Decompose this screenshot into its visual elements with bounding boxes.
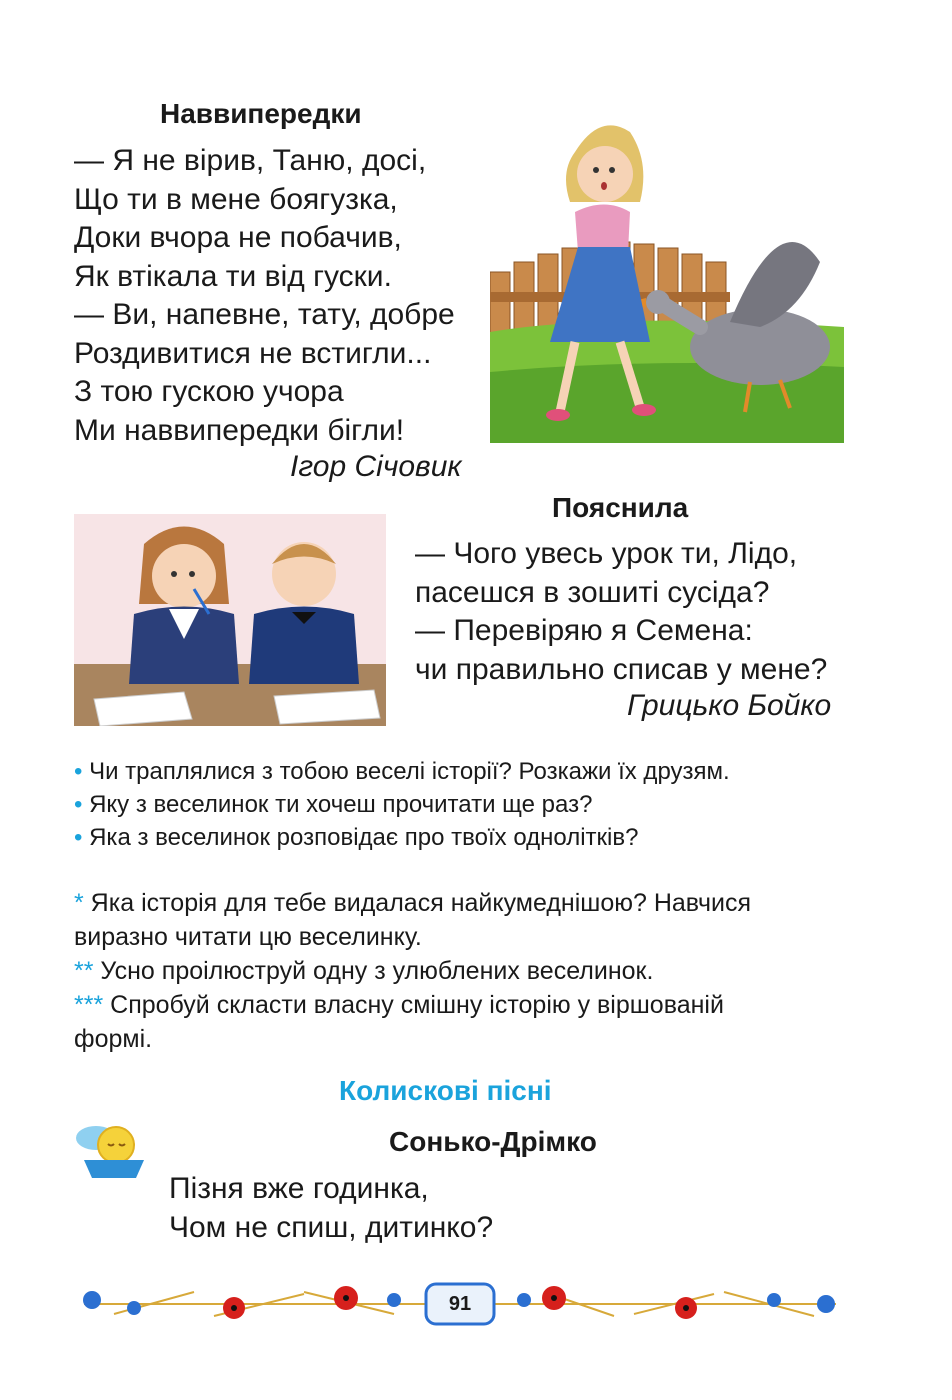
difficulty-mark: *	[74, 889, 84, 917]
poem3-body	[169, 1170, 493, 1247]
list-item	[74, 755, 730, 788]
task-2	[74, 954, 751, 988]
poem2-body	[415, 535, 827, 689]
poem2-line: пасешся в зошиті сусіда?	[415, 575, 770, 609]
task-text: Яка історія для тебе видалася найкумеднішою? Навчися	[83, 889, 751, 917]
poem1-body	[74, 142, 455, 450]
task-text: Усно проілюструй одну з улюблених веселинок.	[93, 957, 654, 985]
poem1-line: — Ви, напевне, тату, добре	[74, 298, 455, 331]
question-text: Чи траплялися з тобою веселі історії? Розкажи їх друзям.	[89, 758, 730, 785]
poem2-line: — Перевіряю я Семена:	[415, 614, 753, 647]
poem2-title: Пояснила	[552, 492, 689, 523]
list-item	[74, 788, 730, 821]
task-3	[74, 988, 751, 1022]
poem2-line: — Чого увесь урок ти, Лідо,	[415, 537, 798, 570]
section-heading: Колискові пісні	[339, 1075, 552, 1106]
task-text: Спробуй скласти власну смішну історію у віршованій	[103, 991, 724, 1019]
poem3-line: Чом не спиш, дитинко?	[169, 1210, 494, 1244]
difficulty-mark: **	[74, 957, 94, 985]
poem1-line: Доки вчора не побачив,	[74, 221, 402, 254]
kids-at-desk-illustration	[74, 514, 386, 726]
difficulty-mark: ***	[74, 991, 104, 1019]
task-1-cont: виразно читати цю веселинку.	[74, 923, 422, 951]
poem1-line: З тою гускою учора	[74, 375, 344, 408]
task-3-cont: формі.	[74, 1025, 153, 1053]
poem1-title: Наввипередки	[160, 98, 362, 129]
poem2-author: Грицько Бойко	[627, 689, 832, 722]
page-number: 91	[448, 1293, 472, 1315]
bullet-icon: •	[74, 824, 83, 851]
poem3-line: Пізня вже годинка,	[169, 1172, 429, 1205]
poem1-line: Що ти в мене боягузка,	[74, 182, 398, 216]
poem1-author: Ігор Січовик	[290, 450, 462, 483]
question-text: Яку з веселинок ти хочеш прочитати ще раз?	[89, 791, 593, 818]
question-text: Яка з веселинок розповідає про твоїх однолітків?	[89, 824, 639, 851]
poem1-line: Роздивитися не встигли...	[74, 336, 432, 370]
girl-and-goose-illustration	[490, 112, 844, 443]
floral-footer-ornament	[74, 1278, 846, 1330]
task-1	[74, 886, 751, 920]
questions-list	[74, 755, 730, 854]
poem1-line: Ми наввипередки бігли!	[74, 413, 405, 447]
poem1-line: — Я не вірив, Таню, досі,	[74, 144, 427, 177]
bullet-icon: •	[74, 791, 83, 818]
poem2-line: чи правильно списав у мене?	[415, 652, 828, 686]
bullet-icon: •	[74, 758, 83, 785]
sleeping-sun-icon	[74, 1120, 148, 1180]
poem3-title: Сонько-Дрімко	[389, 1126, 597, 1157]
list-item	[74, 821, 730, 854]
poem1-line: Як втікала ти від гуски.	[74, 259, 392, 293]
tasks-block	[74, 886, 751, 1056]
